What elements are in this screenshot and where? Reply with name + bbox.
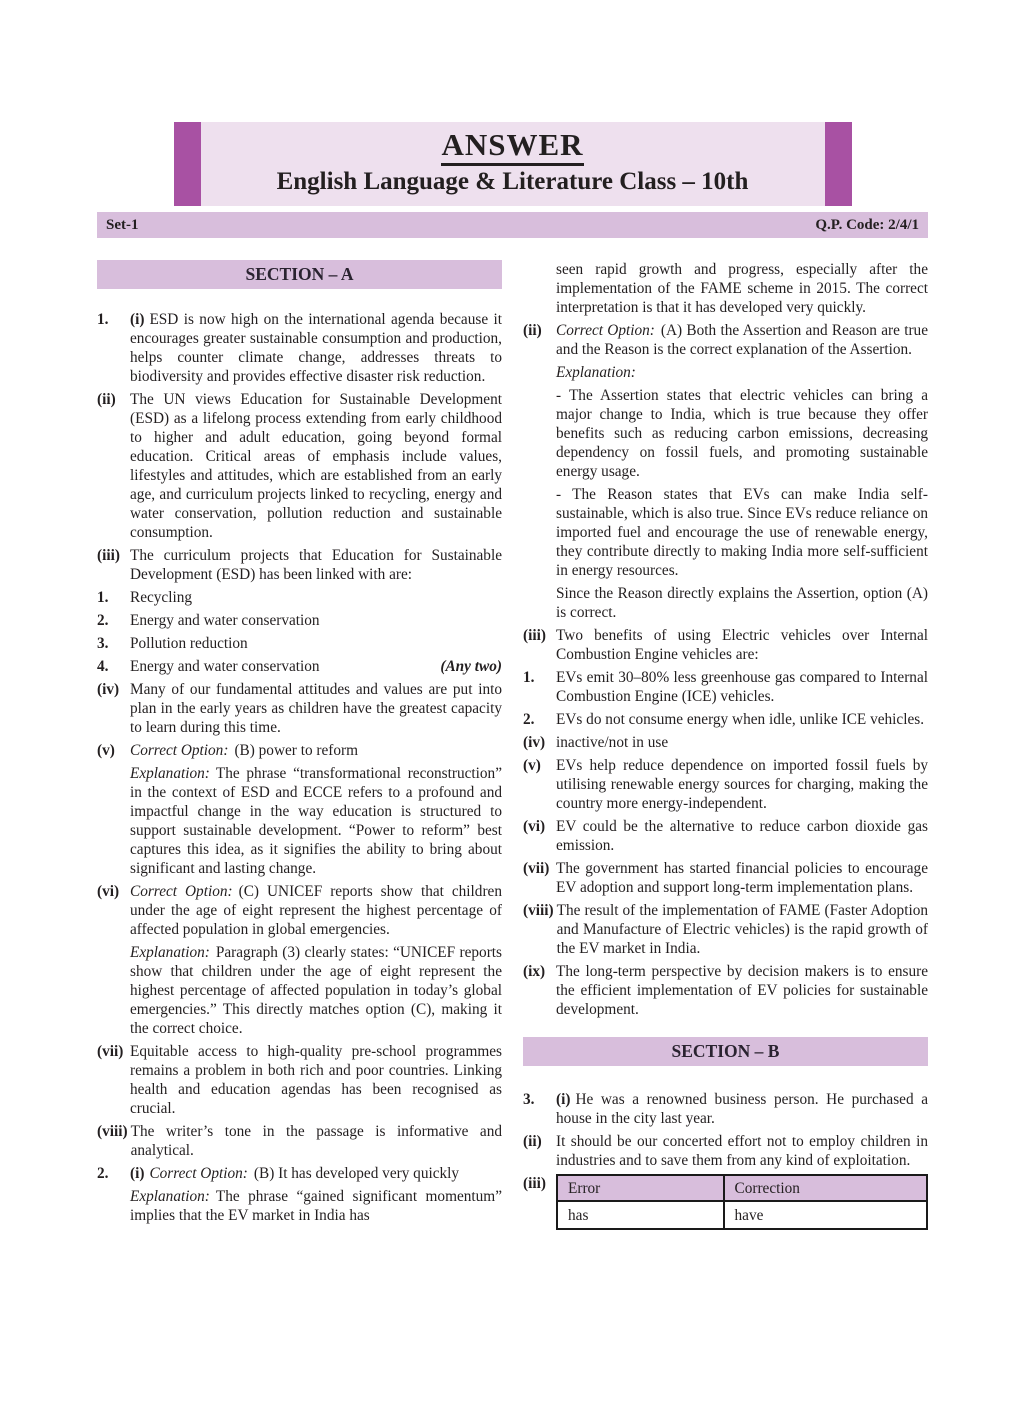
- list-item: 2. Energy and water conservation: [97, 612, 320, 629]
- accent-bar-right: [825, 122, 852, 206]
- answer-item-1iv: (iv) Many of our fundamental attitudes and values are put into plan in the early years as children have the greatest capacity to learn during this time.: [97, 681, 502, 736]
- page-title: ANSWER: [441, 128, 583, 166]
- explanation-paragraph: Explanation: Paragraph (3) clearly states: “UNICEF reports show that children under the age of eight represent the highest percentage of affected population in today’s global emergencies.” This directly matches option (C), making it the correct choice.: [130, 944, 502, 1037]
- answer-item-1vi: (vi) Correct Option: (C) UNICEF reports show that children under the age of eight represent the highest percentage of affected population in global emergencies.: [97, 883, 502, 938]
- list-item: 2. EVs do not consume energy when idle, unlike ICE vehicles.: [523, 711, 925, 728]
- table-header-row: [557, 1175, 927, 1201]
- answer-item-1viii: (viii) The writer’s tone in the passage is informative and analytical.: [97, 1123, 502, 1159]
- list-item: 1. Recycling: [97, 589, 193, 606]
- set-label: Set-1: [106, 216, 139, 233]
- answer-item-1ii: (ii) The UN views Education for Sustainable Development (ESD) as a lifelong process extending from early childhood to higher and adult education, going beyond formal education. Critical areas of emphasis include values, lifestyles and attitudes, which are established from an early age, and curriculum projects linked to recycling, energy and water conservation, pollution reduction and sustainable consumption.: [97, 391, 502, 541]
- set-code-bar: [97, 212, 928, 238]
- answer-item-2v: (v) EVs help reduce dependence on imported fossil fuels by utilising renewable energy sources for charging, making the country more energy-independent.: [523, 757, 928, 812]
- answer-item-3iii: (iii) Error Correction has have: [523, 1174, 928, 1230]
- answer-item-2iv: (iv) inactive/not in use: [523, 734, 669, 751]
- answer-item-1iii: (iii) The curriculum projects that Education for Sustainable Development (ESD) has been linked with are:: [97, 547, 502, 583]
- qp-code: Q.P. Code: 2/4/1: [815, 216, 919, 233]
- answer-item-2vi: (vi) EV could be the alternative to reduce carbon dioxide gas emission.: [523, 818, 928, 854]
- explanation-paragraph: - The Assertion states that electric vehicles can bring a major change to India, which is true because they offer benefits such as reducing carbon emissions, decreasing dependency on fossil fuels, and promoting sustainable energy usage.: [556, 387, 928, 480]
- list-item: 3. Pollution reduction: [97, 635, 248, 652]
- correction-cell: have: [724, 1201, 928, 1229]
- section-b-header: SECTION – B: [523, 1037, 928, 1066]
- answer-item-3ii: (ii) It should be our concerted effort not to employ children in industries and to save them from any kind of exploitation.: [523, 1133, 928, 1169]
- answer-item-2ix: (ix) The long-term perspective by decision makers is to ensure the efficient implementation of EV policies for sustainable development.: [523, 963, 928, 1018]
- correction-column-header: Correction: [724, 1175, 928, 1201]
- error-correction-table: [556, 1174, 928, 1230]
- answer-item-2iii: (iii) Two benefits of using Electric vehicles over Internal Combustion Engine vehicles are:: [523, 627, 928, 663]
- explanation-paragraph: - The Reason states that EVs can make India self-sustainable, which is also true. Since EVs reduce reliance on imported fuel and encourage the use of renewable energy, they contribute directly to making India more self-sufficient in energy resources.: [556, 486, 928, 579]
- answer-item-1vii: (vii) Equitable access to high-quality pre-school programmes remains a problem in both rich and poor countries. Linking health and education agendas has been recognised as crucial.: [97, 1043, 502, 1117]
- content-columns: [97, 260, 928, 1234]
- accent-bar-left: [174, 122, 201, 206]
- answer-header: [174, 122, 852, 206]
- answer-item-2viii: (viii) The result of the implementation of FAME (Faster Adoption and Manufacture of Electric vehicles) is the rapid growth of the EV market in India.: [523, 902, 928, 957]
- continued-paragraph: seen rapid growth and progress, especially after the implementation of the FAME scheme in 2015. The correct interpretation is that it has developed very quickly.: [556, 261, 928, 316]
- explanation-paragraph: Explanation: The phrase “gained significant momentum” implies that the EV market in India has: [130, 1188, 502, 1224]
- explanation-paragraph: Explanation: The phrase “transformational reconstruction” in the context of ESD and ECCE refers to a profound and impactful change in the way education is structured to support sustainable development. “Power to reform” best captures this idea, as it signifies the ability to bring about significant and lasting change.: [130, 765, 502, 877]
- error-column-header: Error: [557, 1175, 724, 1201]
- table-row: [557, 1201, 927, 1229]
- answer-item-3i: 3. (i) He was a renowned business person. He purchased a house in the city last year.: [523, 1091, 928, 1127]
- answer-item-1v: (v) Correct Option: (B) power to reform: [97, 742, 359, 759]
- left-column: [97, 260, 502, 1234]
- right-column: [523, 260, 928, 1234]
- list-item: 1. EVs emit 30–80% less greenhouse gas compared to Internal Combustion Engine (ICE) vehicles.: [523, 669, 928, 705]
- page-subtitle: English Language & Literature Class – 10th: [276, 168, 749, 196]
- answer-sheet-page: [97, 0, 928, 1234]
- list-item: 4. Energy and water conservation (Any two): [97, 658, 502, 675]
- section-a-header: SECTION – A: [97, 260, 502, 289]
- explanation-paragraph: Since the Reason directly explains the Assertion, option (A) is correct.: [556, 585, 928, 621]
- explanation-label: Explanation:: [556, 364, 636, 381]
- answer-item-2i: 2. (i) Correct Option: (B) It has developed very quickly: [97, 1165, 460, 1182]
- answer-item-1i: 1. (i) ESD is now high on the international agenda because it encourages greater sustainable consumption and production, helps counter climate change, addresses threats to biodiversity and provides effective disaster risk reduction.: [97, 311, 502, 385]
- answer-item-2vii: (vii) The government has started financial policies to encourage EV adoption and support long-term implementation plans.: [523, 860, 928, 896]
- error-cell: has: [557, 1201, 724, 1229]
- answer-item-2ii: (ii) Correct Option: (A) Both the Assertion and Reason are true and the Reason is the correct explanation of the Assertion.: [523, 322, 928, 358]
- any-two-note: (Any two): [440, 658, 502, 675]
